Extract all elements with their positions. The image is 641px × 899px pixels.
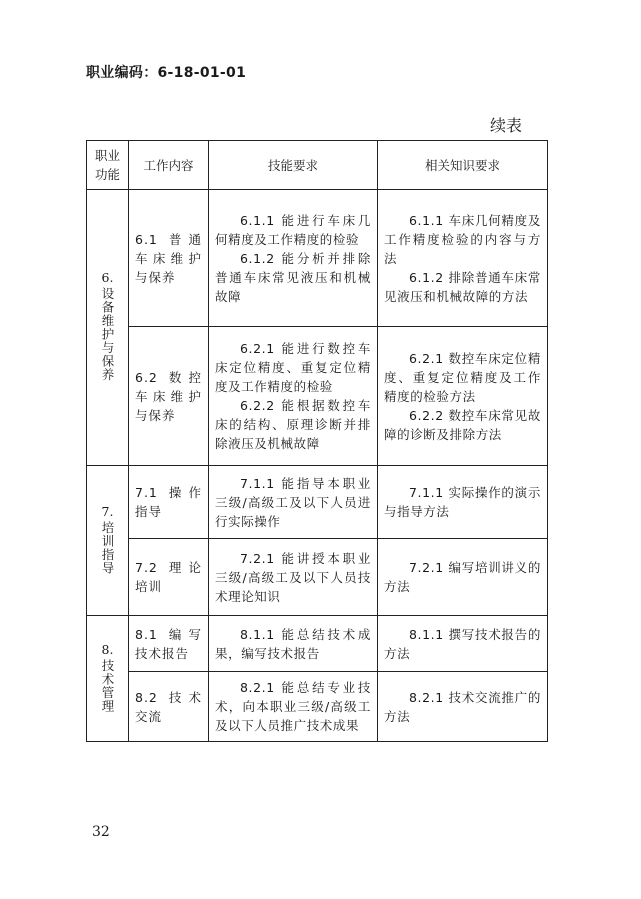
function-name: 培训指导 <box>100 520 115 575</box>
knowledge-cell <box>378 616 548 672</box>
skill-cell <box>209 466 378 539</box>
table-header-row <box>87 141 548 190</box>
knowledge-cell <box>378 539 548 616</box>
work-content: 8.2 技术交流 <box>129 672 209 742</box>
function-number: 7. <box>101 503 114 519</box>
skill-cell <box>209 190 378 327</box>
work-content: 7.1 操作指导 <box>129 466 209 539</box>
table-row <box>87 616 548 672</box>
occupation-code: 职业编码：6-18-01-01 <box>86 65 247 81</box>
function-name: 技术管理 <box>100 658 115 713</box>
function-cell <box>87 466 129 616</box>
knowledge-cell <box>378 327 548 466</box>
work-content: 8.1 编写技术报告 <box>129 616 209 672</box>
knowledge-cell <box>378 466 548 539</box>
skill-cell <box>209 327 378 466</box>
table-row <box>87 327 548 466</box>
skill-item: 7.2.1 能讲授本职业三级/高级工及以下人员技术理论知识 <box>215 550 371 604</box>
work-content: 6.1 普通车床维护与保养 <box>129 190 209 327</box>
skill-item: 7.1.1 能指导本职业三级/高级工及以下人员进行实际操作 <box>215 475 371 529</box>
function-name: 设备维护与保养 <box>100 287 115 382</box>
knowledge-item: 6.1.2 排除普通车床常见液压和机械故障的方法 <box>384 269 541 304</box>
skill-item: 6.1.2 能分析并排除普通车床常见液压和机械故障 <box>215 250 371 304</box>
knowledge-item: 8.2.1 技术交流推广的方法 <box>384 689 541 724</box>
skill-item: 8.2.1 能总结专业技术，向本职业三级/高级工及以下人员推广技术成果 <box>215 680 371 733</box>
knowledge-item: 7.2.1 编写培训讲义的方法 <box>384 560 541 594</box>
skill-item: 6.2.1 能进行数控车床定位精度、重复定位精度及工作精度的检验 <box>215 341 371 394</box>
work-content: 6.2 数控车床维护与保养 <box>129 327 209 466</box>
knowledge-item: 6.1.1 车床几何精度及工作精度检验的内容与方法 <box>384 212 541 266</box>
function-number: 6. <box>101 270 114 286</box>
continued-label: 续表 <box>490 116 523 135</box>
function-cell <box>87 616 129 742</box>
knowledge-cell <box>378 672 548 742</box>
work-content: 7.2 理论培训 <box>129 539 209 616</box>
skill-item: 6.1.1 能进行车床几何精度及工作精度的检验 <box>215 212 371 247</box>
skill-item: 6.2.2 能根据数控车床的结构、原理诊断并排除液压及机械故障 <box>215 398 371 451</box>
skill-item: 8.1.1 能总结技术成果，编写技术报告 <box>215 626 371 661</box>
page-number: 32 <box>92 824 110 840</box>
skill-cell <box>209 539 378 616</box>
function-cell <box>87 190 129 466</box>
header-knowledge: 相关知识要求 <box>378 141 548 190</box>
knowledge-item: 6.2.1 数控车床定位精度、重复定位精度及工作精度的检验方法 <box>384 350 541 404</box>
table-row <box>87 190 548 327</box>
table-row <box>87 672 548 742</box>
knowledge-cell <box>378 190 548 327</box>
function-number: 8. <box>101 641 114 657</box>
skill-cell <box>209 616 378 672</box>
knowledge-item: 8.1.1 撰写技术报告的方法 <box>384 626 541 661</box>
table-row <box>87 466 548 539</box>
header-skill: 技能要求 <box>209 141 378 190</box>
header-work: 工作内容 <box>129 141 209 190</box>
knowledge-item: 6.2.2 数控车床常见故障的诊断及排除方法 <box>384 407 541 442</box>
skill-cell <box>209 672 378 742</box>
header-function: 职业功能 <box>87 141 129 190</box>
skill-standard-table <box>86 140 548 742</box>
table-row <box>87 539 548 616</box>
knowledge-item: 7.1.1 实际操作的演示与指导方法 <box>384 485 541 519</box>
